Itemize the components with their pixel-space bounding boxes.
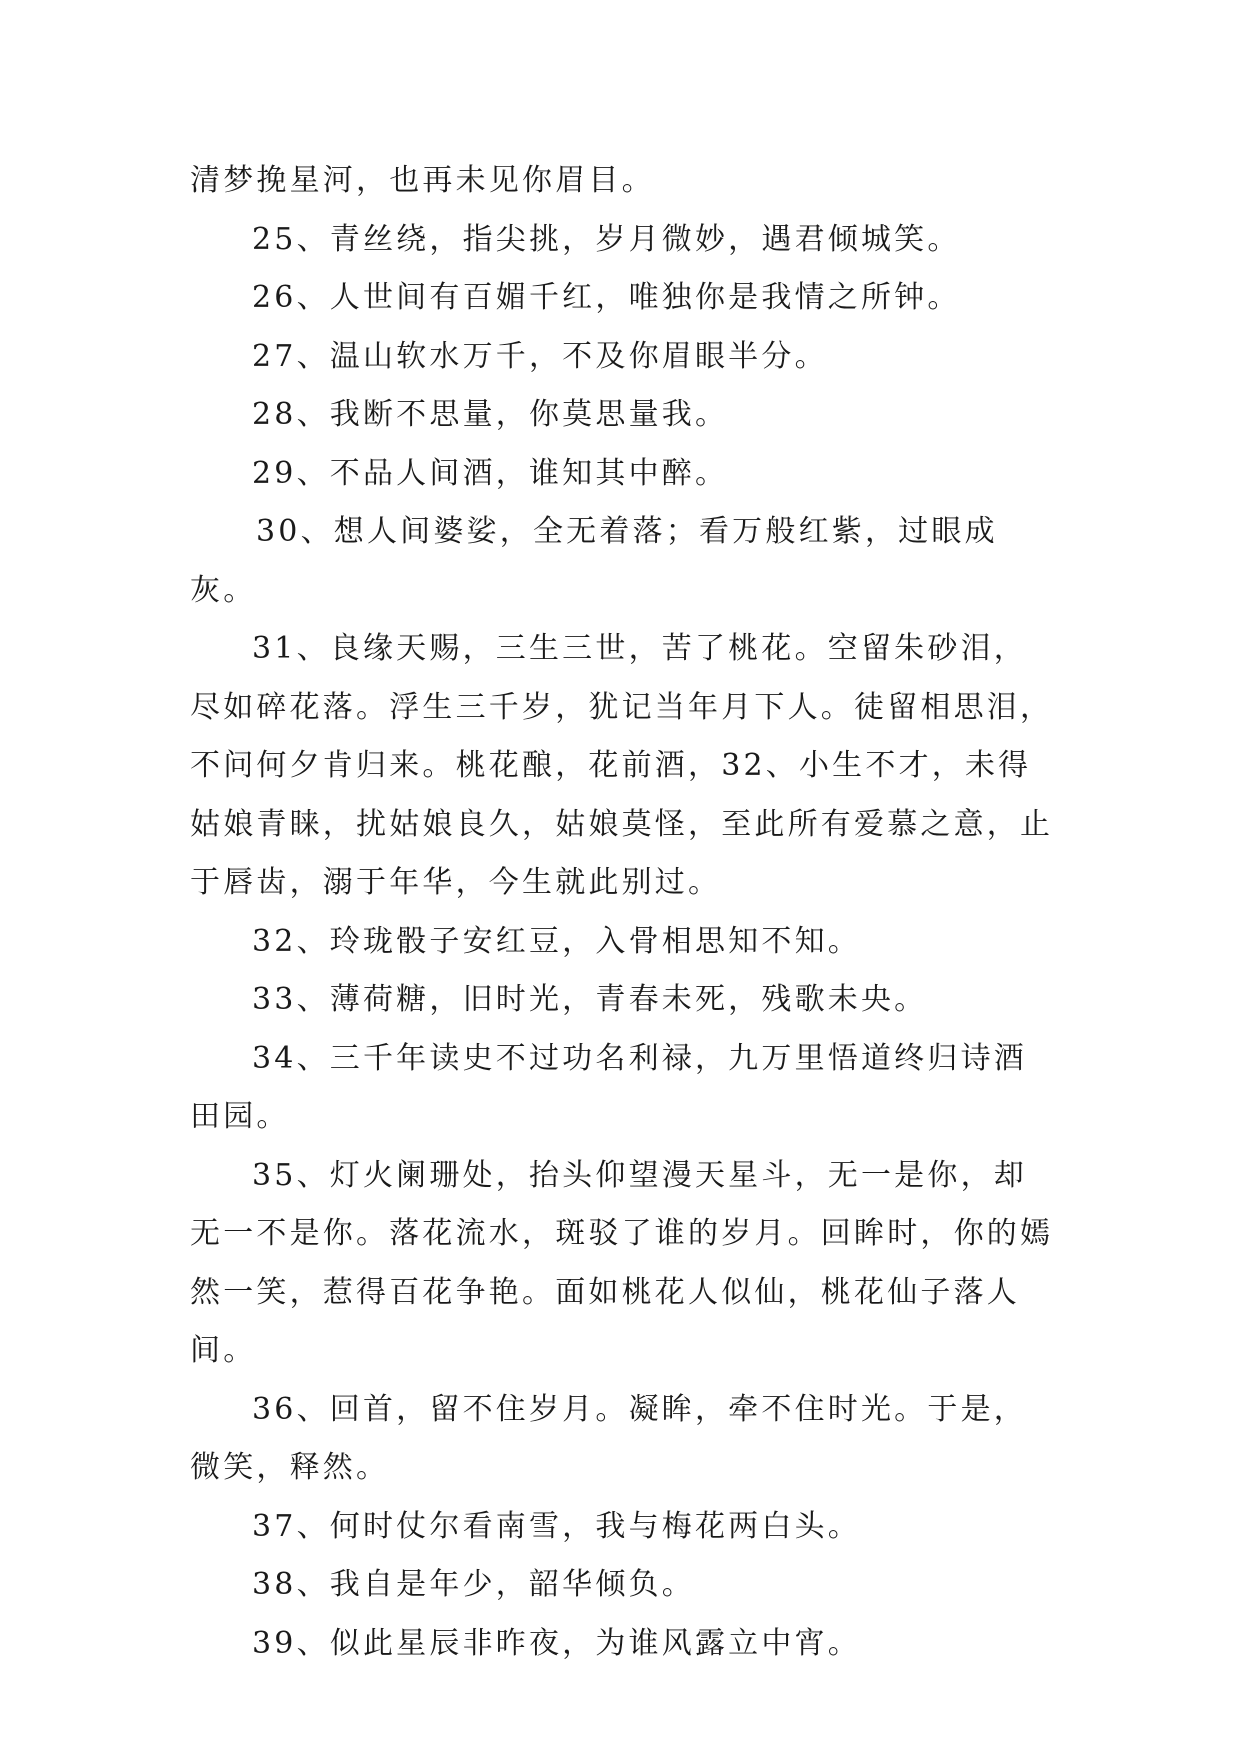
- paragraph: 31、良缘天赐，三生三世，苦了桃花。空留朱砂泪，尽如碎花落。浮生三千岁，犹记当年月下人。徒留相思泪，不问何夕肯归来。桃花酿，花前酒，32、小生不才，未得姑娘青睐，扰姑娘良久，姑娘莫怪，至此所有爱慕之意，止于唇齿，溺于年华，今生就此别过。: [190, 631, 1054, 900]
- paragraph: 35、灯火阑珊处，抬头仰望漫天星斗，无一是你，却无一不是你。落花流水，斑驳了谁的岁月。回眸时，你的嫣然一笑，惹得百花争艳。面如桃花人似仙，桃花仙子落人间。: [190, 1157, 1054, 1368]
- paragraph: 28、我断不思量，你莫思量我。: [252, 397, 729, 432]
- paragraph: 27、温山软水万千，不及你眉眼半分。: [252, 338, 828, 374]
- paragraph: 清梦挽星河，也再未见你眉目。: [190, 163, 655, 198]
- paragraph: 25、青丝绕，指尖挑，岁月微妙，遇君倾城笑。: [252, 221, 961, 257]
- paragraph: 37、何时仗尔看南雪，我与梅花两白头。: [252, 1508, 861, 1544]
- paragraph: 30、想人间婆娑，全无着落；看万般红紫，过眼成灰。: [190, 514, 998, 608]
- paragraph: 29、不品人间酒，谁知其中醉。: [252, 455, 729, 491]
- paragraph: 36、回首，留不住岁月。凝眸，牵不住时光。于是，微笑，释然。: [190, 1391, 1027, 1485]
- paragraph: 26、人世间有百媚千红，唯独你是我情之所钟。: [252, 280, 961, 315]
- paragraph: 32、玲珑骰子安红豆，入骨相思知不知。: [252, 923, 861, 959]
- paragraph: 33、薄荷糖，旧时光，青春未死，残歌未央。: [252, 982, 928, 1017]
- document-body: [190, 152, 1060, 1673]
- paragraph: 34、三千年读史不过功名利禄，九万里悟道终归诗酒田园。: [190, 1040, 1027, 1134]
- paragraph: 39、似此星辰非昨夜，为谁风露立中宵。: [252, 1625, 861, 1661]
- paragraph: 38、我自是年少，韶华倾负。: [252, 1567, 695, 1602]
